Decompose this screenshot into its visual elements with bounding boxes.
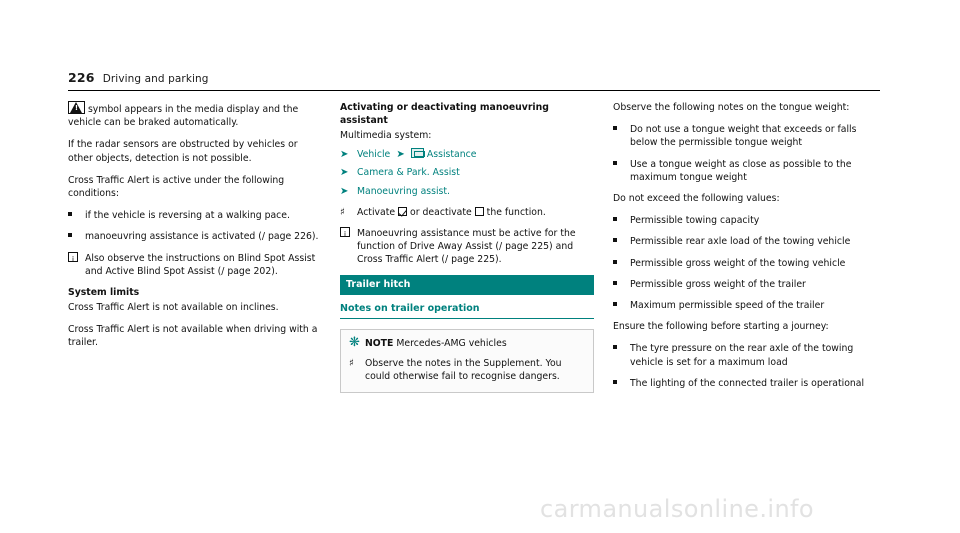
list-item: [68, 230, 320, 243]
bullet-marker: [68, 209, 85, 222]
chapter-title: Driving and parking: [102, 73, 209, 85]
paragraph-symbol-note: [68, 101, 320, 129]
nav-item-assistance[interactable]: Assistance: [426, 149, 477, 161]
checkbox-empty-icon: [475, 207, 484, 216]
nav-path-row[interactable]: [340, 185, 594, 198]
assistance-screen-icon: [411, 148, 424, 158]
checkbox-checked-icon: [398, 207, 407, 216]
section-heading-activating: Activating or deactivating manoeuvring assistant: [340, 102, 549, 126]
arrow-right-icon: ➤: [340, 149, 349, 161]
bullet-marker: [68, 230, 85, 243]
page-number: 226: [68, 70, 95, 85]
column-right: [613, 101, 880, 398]
paragraph-cta-conditions: Cross Traffic Alert is active under the following conditions:: [68, 174, 285, 200]
step-marker-icon: ♯: [349, 358, 354, 370]
nav-item-manoeuvring-assist[interactable]: Manoeuvring assist.: [357, 185, 450, 197]
bullet-marker: [613, 123, 630, 149]
list-item: [613, 257, 880, 270]
paragraph-radar-obstructed: If the radar sensors are obstructed by vehicles or other objects, detection is not possible.: [68, 139, 298, 164]
column-left: [68, 101, 320, 359]
column-middle: [340, 101, 594, 393]
note-title-row: [349, 337, 585, 350]
list-item-label: Permissible towing capacity: [630, 215, 760, 227]
bullet-marker: [613, 158, 630, 184]
list-item-label: Maximum permissible speed of the trailer: [630, 300, 825, 312]
arrow-right-icon: ➤: [340, 185, 349, 197]
list-item: [613, 214, 880, 227]
list-item-label: if the vehicle is reversing at a walking pace.: [85, 210, 290, 222]
section-sub-notes-on-trailer-operation: Notes on trailer operation: [340, 302, 594, 319]
note-label-suffix: Mercedes-AMG vehicles: [396, 338, 507, 350]
nav-path-row[interactable]: [340, 166, 594, 179]
section-bar-trailer-hitch: Trailer hitch: [340, 275, 594, 295]
info-note: [68, 252, 320, 278]
step-activate-pre: Activate: [357, 206, 396, 218]
subsection-heading: System limits: [68, 287, 140, 299]
note-title-text: [365, 337, 507, 350]
list-item: [613, 377, 880, 390]
list-item-label: manoeuvring assistance is activated (/ page 226).: [85, 231, 319, 243]
list-item: [613, 235, 880, 248]
list-item-label: The tyre pressure on the rear axle of the towing vehicle is set for a maximum load: [630, 343, 854, 368]
info-note-text: Also observe the instructions on Blind Spot Assist and Active Blind Spot Assist (/ page 202).: [85, 252, 316, 277]
paragraph-inclines: Cross Traffic Alert is not available on inclines.: [68, 302, 279, 314]
list-item: [613, 278, 880, 291]
list-item: [613, 342, 880, 368]
list-item-label: The lighting of the connected trailer is operational: [630, 377, 865, 389]
paragraph-do-not-exceed: Do not exceed the following values:: [613, 193, 780, 205]
warning-triangle-icon: [68, 101, 85, 114]
info-note: [340, 227, 594, 267]
info-note-text: Manoeuvring assistance must be active for the function of Drive Away Assist (/ page 225) and Cross Traffic Alert (/ page 225).: [357, 228, 576, 266]
bullet-marker: [613, 278, 630, 291]
bullet-marker: [613, 377, 630, 390]
asterisk-icon: ❋: [349, 335, 360, 351]
info-icon: i: [68, 252, 85, 278]
arrow-right-icon-2: ➤: [393, 149, 408, 161]
step-activate-deactivate: [340, 206, 594, 219]
list-item: [613, 123, 880, 149]
note-label: NOTE: [365, 338, 394, 350]
arrow-right-icon: ➤: [340, 167, 349, 179]
step-activate-mid: or deactivate: [410, 206, 472, 218]
multimedia-system-label: Multimedia system:: [340, 130, 432, 141]
bullet-marker: [613, 257, 630, 270]
bullet-marker: [613, 214, 630, 227]
nav-item-vehicle[interactable]: Vehicle: [357, 149, 391, 161]
paragraph-tongue-weight-intro: Observe the following notes on the tongue weight:: [613, 102, 850, 113]
page-header: [68, 70, 880, 85]
nav-item-camera-park-assist[interactable]: Camera & Park. Assist: [357, 167, 460, 179]
bullet-marker: [613, 342, 630, 368]
nav-path-content: [357, 148, 594, 161]
list-item-label: Permissible gross weight of the trailer: [630, 278, 806, 290]
list-item-label: Do not use a tongue weight that exceeds or falls below the permissible tongue weight: [630, 124, 857, 149]
paragraph-before-journey: Ensure the following before starting a journey:: [613, 321, 829, 333]
step-activate-text: [357, 206, 594, 219]
list-item: [613, 158, 880, 184]
bullet-marker: [613, 299, 630, 312]
step-marker-icon: ♯: [340, 206, 345, 218]
note-body-row: [349, 357, 585, 383]
paragraph-trailer: Cross Traffic Alert is not available when driving with a trailer.: [68, 324, 318, 349]
note-body-text: Observe the notes in the Supplement. You could otherwise fail to recognise dangers.: [365, 358, 562, 383]
step-activate-post: the function.: [486, 206, 546, 218]
nav-path-row[interactable]: [340, 148, 594, 161]
watermark: carmanualsonline.info: [540, 495, 814, 523]
info-icon: i: [340, 227, 357, 267]
bullet-marker: [613, 235, 630, 248]
list-item-label: Permissible gross weight of the towing vehicle: [630, 257, 846, 269]
list-item: [613, 299, 880, 312]
list-item-label: Use a tongue weight as close as possible to the maximum tongue weight: [630, 158, 852, 183]
list-item-label: Permissible rear axle load of the towing vehicle: [630, 236, 851, 248]
header-divider: [68, 90, 880, 91]
paragraph-symbol-note-text: symbol appears in the media display and the vehicle can be braked automatically.: [68, 104, 299, 129]
list-item: [68, 209, 320, 222]
note-box: [340, 329, 594, 393]
